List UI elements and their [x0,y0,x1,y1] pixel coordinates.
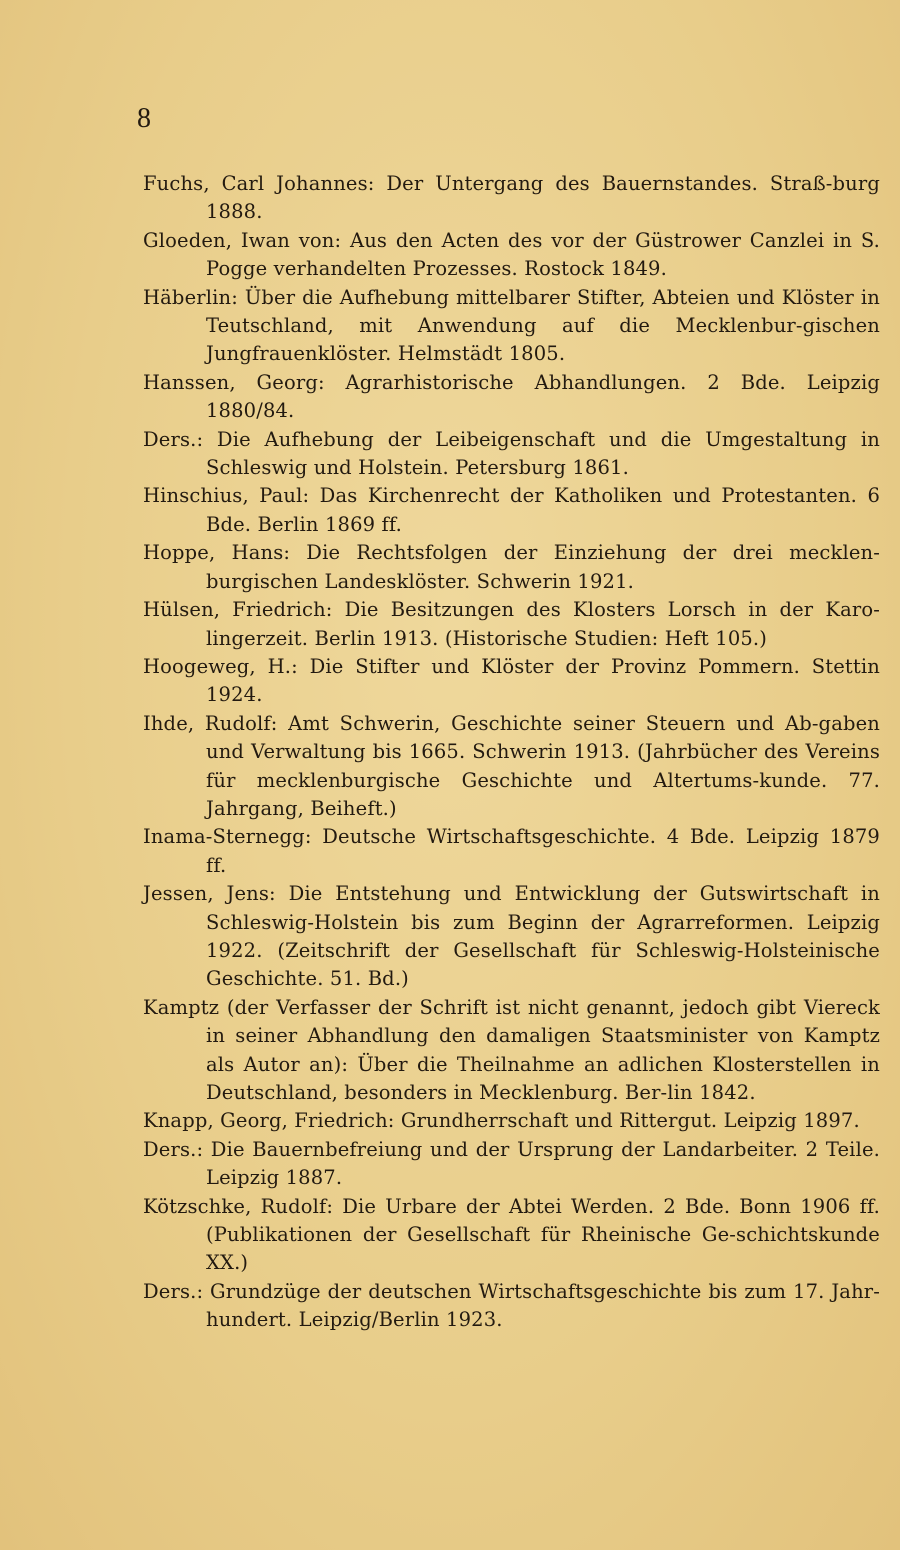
bibliography-entry: Jessen, Jens: Die Entstehung und Entwicklung der Gutswirtschaft in Schleswig-Holstein bis zum Beginn der Agrarreformen. Leipzig 1922. (Zeitschrift der Gesellschaft für Schleswig-Holsteinische Geschichte. 51. Bd.) [143,882,880,991]
bibliography-entry: Häberlin: Über die Aufhebung mittelbarer Stifter, Abteien und Klöster in Teutschland, mit Anwendung auf die Mecklenbur-gischen Jungfrauenklöster. Helmstädt 1805. [143,285,880,366]
bibliography-entry: Ders.: Die Bauernbefreiung und der Ursprung der Landarbeiter. 2 Teile. Leipzig 1887. [143,1137,880,1190]
bibliography-entry: Hoogeweg, H.: Die Stifter und Klöster der Provinz Pommern. Stettin 1924. [143,654,880,707]
bibliography-list [143,170,880,1335]
bibliography-entry: Hoppe, Hans: Die Rechtsfolgen der Einziehung der drei mecklen-burgischen Landesklöster. Schwerin 1921. [143,541,880,593]
bibliography-entry: Gloeden, Iwan von: Aus den Acten des vor der Güstrower Canzlei in S. Pogge verhandelten Prozesses. Rostock 1849. [143,228,880,281]
bibliography-entry: Hinschius, Paul: Das Kirchenrecht der Katholiken und Protestanten. 6 Bde. Berlin 1869 ff. [143,484,880,536]
bibliography-entry: Hülsen, Friedrich: Die Besitzungen des Klosters Lorsch in der Karo-lingerzeit. Berlin 1913. (Historische Studien: Heft 105.) [143,598,880,650]
bibliography-entry: Kötzschke, Rudolf: Die Urbare der Abtei Werden. 2 Bde. Bonn 1906 ff. (Publikationen der Gesellschaft für Rheinische Ge-schichtskunde XX.) [143,1194,880,1275]
bibliography-entry: Ders.: Grundzüge der deutschen Wirtschaftsgeschichte bis zum 17. Jahr-hundert. Leipzig/Berlin 1923. [143,1279,880,1332]
bibliography-entry: Inama-Sternegg: Deutsche Wirtschaftsgeschichte. 4 Bde. Leipzig 1879 ff. [143,825,880,877]
bibliography-entry: Ders.: Die Aufhebung der Leibeigenschaft und die Umgestaltung in Schleswig und Holstein. Petersburg 1861. [143,427,880,480]
bibliography-entry: Kamptz (der Verfasser der Schrift ist nicht genannt, jedoch gibt Viereck in seiner Abhandlung den damaligen Staatsminister von Kamptz als Autor an): Über die Theilnahme an adlichen Klosterstellen in Deutschland, besonders in Mecklenburg. Ber-lin 1842. [143,995,880,1104]
page-number: 8 [137,103,151,134]
bibliography-entry: Fuchs, Carl Johannes: Der Untergang des Bauernstandes. Straß-burg 1888. [143,172,880,224]
bibliography-entry: Ihde, Rudolf: Amt Schwerin, Geschichte seiner Steuern und Ab-gaben und Verwaltung bis 1665. Schwerin 1913. (Jahrbücher des Vereins für mecklenburgische Geschichte und Altertums-kunde. 77. Jahrgang, Beiheft.) [143,711,880,820]
bibliography-entry: Hanssen, Georg: Agrarhistorische Abhandlungen. 2 Bde. Leipzig 1880/84. [143,370,880,423]
bibliography-entry: Knapp, Georg, Friedrich: Grundherrschaft und Rittergut. Leipzig 1897. [143,1109,860,1133]
